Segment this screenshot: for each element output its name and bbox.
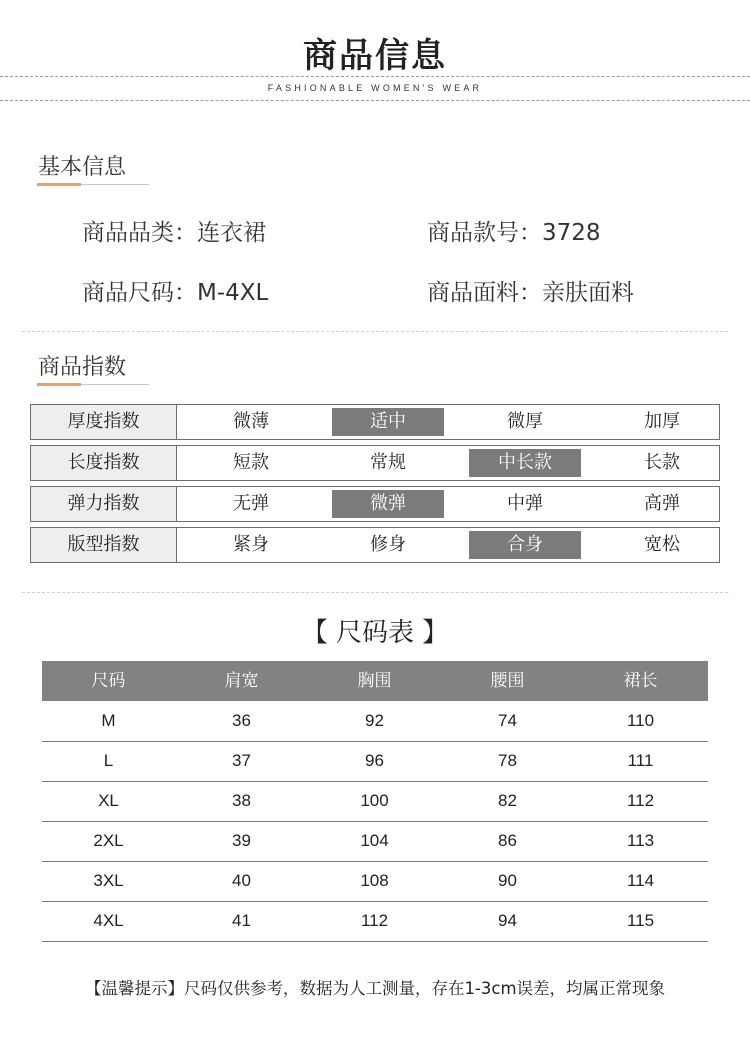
table-cell: 115: [626, 911, 655, 930]
header-divider-bottom: [0, 100, 750, 101]
index-option: 修身: [370, 534, 406, 555]
index-option: 长款: [644, 452, 680, 473]
basic-info-title: 基本信息: [38, 155, 127, 180]
page-subtitle: FASHIONABLE WOMEN'S WEAR: [267, 83, 483, 93]
table-cell: 112: [360, 911, 389, 930]
index-option: 中弹: [507, 493, 543, 514]
column-header: 胸围: [357, 671, 392, 691]
table-cell: 2XL: [93, 831, 124, 850]
size-table-header: [42, 661, 708, 701]
table-cell: 39: [232, 831, 251, 850]
table-cell: 111: [627, 751, 654, 770]
info-category: 商品品类：连衣裙: [82, 220, 266, 246]
index-row-elasticity: [30, 486, 720, 522]
column-header: 裙长: [623, 671, 658, 691]
index-option: 短款: [233, 452, 269, 473]
index-row-fit: [30, 527, 720, 563]
table-cell: 113: [626, 831, 655, 850]
table-cell: 112: [626, 791, 655, 810]
index-option-selected: 合身: [469, 531, 581, 559]
table-row: [42, 901, 708, 942]
section-divider: [22, 592, 728, 593]
table-cell: 82: [498, 791, 517, 810]
table-cell: 86: [498, 831, 517, 850]
size-chart-title: 【 尺码表 】: [301, 618, 449, 648]
table-cell: 104: [360, 831, 389, 850]
table-row: [42, 701, 708, 742]
table-row: [42, 741, 708, 782]
header-divider-top: [0, 76, 750, 77]
index-label: 弹力指数: [31, 487, 177, 521]
index-option: 宽松: [644, 534, 680, 555]
table-cell: 78: [498, 751, 517, 770]
table-cell: 92: [365, 711, 384, 730]
index-option: 微薄: [233, 411, 269, 432]
index-option-selected: 适中: [332, 408, 444, 436]
table-cell: 108: [360, 871, 389, 890]
table-cell: 3XL: [93, 871, 124, 890]
table-cell: M: [101, 711, 116, 730]
index-option: 高弹: [644, 493, 680, 514]
table-row: [42, 861, 708, 902]
index-row-thickness: [30, 404, 720, 440]
index-accent: [37, 383, 81, 386]
index-option-selected: 中长款: [469, 449, 581, 477]
table-cell: 38: [232, 791, 251, 810]
index-option: 紧身: [233, 534, 269, 555]
table-cell: 36: [232, 711, 251, 730]
table-cell: 90: [498, 871, 517, 890]
table-cell: 40: [232, 871, 251, 890]
index-row-length: [30, 445, 720, 481]
index-label: 版型指数: [31, 528, 177, 562]
table-cell: 96: [365, 751, 384, 770]
size-note: 【温馨提示】尺码仅供参考，数据为人工测量，存在1-3cm误差，均属正常现象: [84, 979, 666, 998]
column-header: 肩宽: [224, 671, 259, 691]
basic-info-accent: [37, 183, 81, 186]
info-style-no: 商品款号：3728: [427, 220, 601, 246]
index-label: 厚度指数: [31, 405, 177, 439]
table-cell: 37: [232, 751, 251, 770]
index-option: 微厚: [507, 411, 543, 432]
column-header: 腰围: [490, 671, 525, 691]
table-cell: 110: [626, 711, 655, 730]
table-row: [42, 821, 708, 862]
table-cell: XL: [98, 791, 119, 810]
table-cell: 4XL: [93, 911, 124, 930]
index-option: 无弹: [233, 493, 269, 514]
index-title: 商品指数: [38, 355, 127, 380]
table-row: [42, 781, 708, 822]
table-cell: L: [103, 751, 114, 770]
index-option: 加厚: [644, 411, 680, 432]
table-cell: 114: [626, 871, 655, 890]
column-header: 尺码: [91, 671, 126, 691]
page-title: 商品信息: [303, 36, 447, 76]
info-size: 商品尺码：M-4XL: [82, 280, 269, 306]
info-fabric: 商品面料：亲肤面料: [427, 280, 634, 306]
table-cell: 41: [232, 911, 251, 930]
table-cell: 100: [360, 791, 389, 810]
index-label: 长度指数: [31, 446, 177, 480]
index-option-selected: 微弹: [332, 490, 444, 518]
section-divider: [22, 331, 728, 332]
table-cell: 74: [498, 711, 517, 730]
index-option: 常规: [370, 452, 406, 473]
table-cell: 94: [498, 911, 517, 930]
